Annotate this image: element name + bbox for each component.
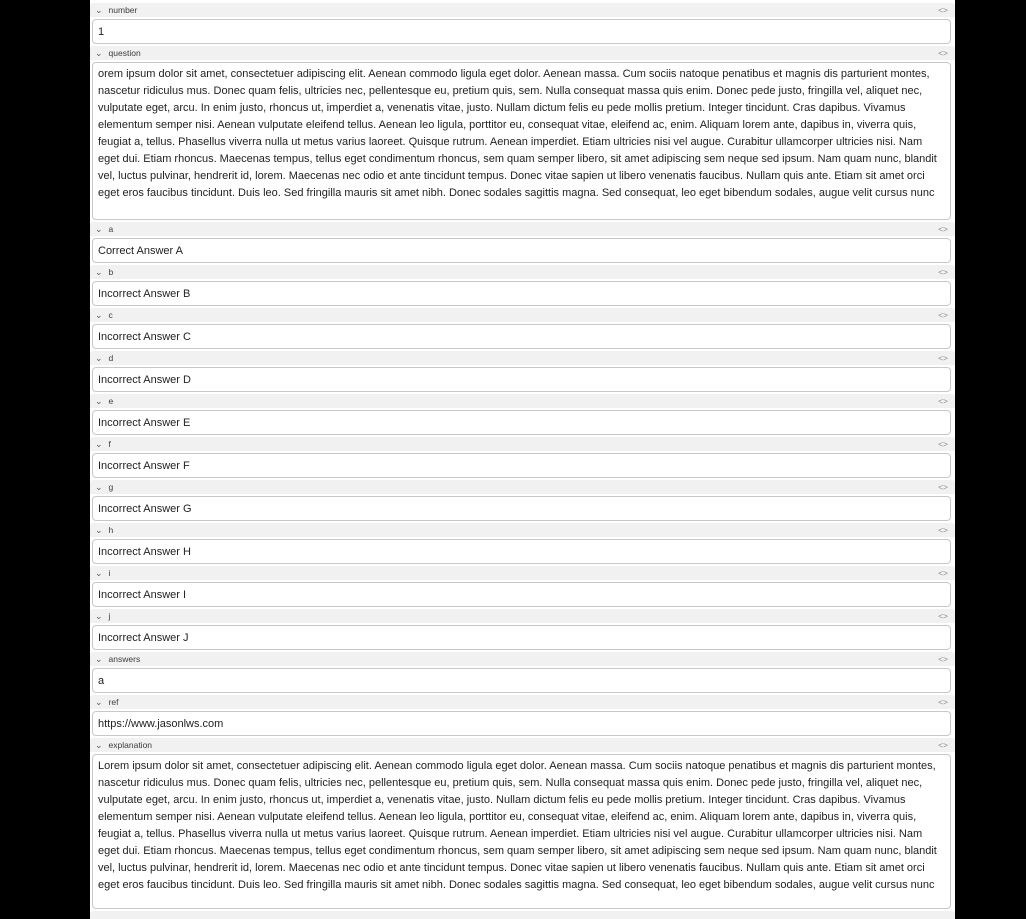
chevron-down-icon[interactable]: ⌄ — [95, 352, 103, 363]
field-label: a — [108, 224, 114, 234]
field-value-input-f[interactable] — [92, 453, 951, 478]
field-value-input-c[interactable] — [92, 324, 951, 349]
code-icon[interactable]: <> — [938, 654, 948, 664]
code-icon[interactable]: <> — [938, 740, 948, 750]
chevron-down-icon[interactable]: ⌄ — [95, 223, 103, 234]
field-header — [90, 3, 955, 17]
code-icon[interactable]: <> — [938, 396, 948, 406]
field-section-h — [90, 523, 955, 564]
field-value-input-answers[interactable] — [92, 668, 951, 693]
field-section-e — [90, 394, 955, 435]
field-header — [90, 523, 955, 537]
field-label: c — [108, 310, 113, 320]
chevron-down-icon[interactable]: ⌄ — [95, 481, 103, 492]
next-field-header-partial — [90, 911, 955, 919]
field-section-f — [90, 437, 955, 478]
field-value-input-a[interactable] — [92, 238, 951, 263]
field-header — [90, 222, 955, 236]
code-icon[interactable]: <> — [938, 353, 948, 363]
chevron-down-icon[interactable]: ⌄ — [95, 696, 103, 707]
field-header — [90, 437, 955, 451]
field-value-input-d[interactable] — [92, 367, 951, 392]
chevron-down-icon[interactable]: ⌄ — [95, 524, 103, 535]
field-value-input-j[interactable] — [92, 625, 951, 650]
field-body — [92, 410, 951, 435]
field-body — [92, 582, 951, 607]
field-header — [90, 394, 955, 408]
field-section-d — [90, 351, 955, 392]
field-section-number — [90, 3, 955, 44]
field-body — [92, 238, 951, 263]
field-section-answers — [90, 652, 955, 693]
field-section-c — [90, 308, 955, 349]
field-label: question — [108, 48, 141, 58]
field-section-j — [90, 609, 955, 650]
field-body — [92, 711, 951, 736]
code-icon[interactable]: <> — [938, 267, 948, 277]
chevron-down-icon[interactable]: ⌄ — [95, 653, 103, 664]
field-header — [90, 351, 955, 365]
field-header — [90, 652, 955, 666]
code-icon[interactable]: <> — [938, 697, 948, 707]
chevron-down-icon[interactable]: ⌄ — [95, 395, 103, 406]
code-icon[interactable]: <> — [938, 482, 948, 492]
field-value-input-g[interactable] — [92, 496, 951, 521]
field-label: i — [108, 568, 111, 578]
field-value-input-b[interactable] — [92, 281, 951, 306]
chevron-down-icon[interactable]: ⌄ — [95, 610, 103, 621]
code-icon[interactable]: <> — [938, 224, 948, 234]
field-value-textarea-explanation[interactable] — [92, 754, 951, 909]
field-body — [92, 62, 951, 220]
code-icon[interactable]: <> — [938, 525, 948, 535]
field-body — [92, 625, 951, 650]
field-header — [90, 308, 955, 322]
field-value-input-h[interactable] — [92, 539, 951, 564]
code-icon[interactable]: <> — [938, 5, 948, 15]
field-label: ref — [108, 697, 119, 707]
field-header — [90, 566, 955, 580]
field-body — [92, 539, 951, 564]
field-header — [90, 695, 955, 709]
code-icon[interactable]: <> — [938, 611, 948, 621]
field-value-textarea-question[interactable] — [92, 62, 951, 220]
field-value-input-ref[interactable] — [92, 711, 951, 736]
field-body — [92, 281, 951, 306]
chevron-down-icon[interactable]: ⌄ — [95, 266, 103, 277]
field-section-g — [90, 480, 955, 521]
field-body — [92, 754, 951, 909]
field-label: h — [108, 525, 114, 535]
field-section-i — [90, 566, 955, 607]
chevron-down-icon[interactable]: ⌄ — [95, 4, 103, 15]
field-label: j — [108, 611, 111, 621]
field-body — [92, 367, 951, 392]
field-label: f — [108, 439, 111, 449]
field-header — [90, 738, 955, 752]
field-header — [90, 609, 955, 623]
field-editor-panel — [90, 0, 955, 919]
field-header — [90, 480, 955, 494]
field-sections — [90, 3, 955, 909]
field-value-input-e[interactable] — [92, 410, 951, 435]
field-body — [92, 324, 951, 349]
field-body — [92, 19, 951, 44]
field-section-explanation — [90, 738, 955, 909]
field-label: answers — [108, 654, 141, 664]
field-body — [92, 668, 951, 693]
field-value-input-i[interactable] — [92, 582, 951, 607]
field-section-a — [90, 222, 955, 263]
chevron-down-icon[interactable]: ⌄ — [95, 309, 103, 320]
chevron-down-icon[interactable]: ⌄ — [95, 739, 103, 750]
code-icon[interactable]: <> — [938, 439, 948, 449]
field-label: e — [108, 396, 114, 406]
field-value-input-number[interactable] — [92, 19, 951, 44]
field-section-b — [90, 265, 955, 306]
field-body — [92, 453, 951, 478]
field-header — [90, 46, 955, 60]
field-body — [92, 496, 951, 521]
chevron-down-icon[interactable]: ⌄ — [95, 567, 103, 578]
field-section-question — [90, 46, 955, 220]
field-label: explanation — [108, 740, 153, 750]
field-label: b — [108, 267, 114, 277]
field-section-ref — [90, 695, 955, 736]
field-label: number — [108, 5, 138, 15]
field-label: g — [108, 482, 114, 492]
code-icon[interactable]: <> — [938, 310, 948, 320]
field-header — [90, 265, 955, 279]
field-label: d — [108, 353, 114, 363]
code-icon[interactable]: <> — [938, 48, 948, 58]
chevron-down-icon[interactable]: ⌄ — [95, 47, 103, 58]
code-icon[interactable]: <> — [938, 568, 948, 578]
chevron-down-icon[interactable]: ⌄ — [95, 438, 103, 449]
